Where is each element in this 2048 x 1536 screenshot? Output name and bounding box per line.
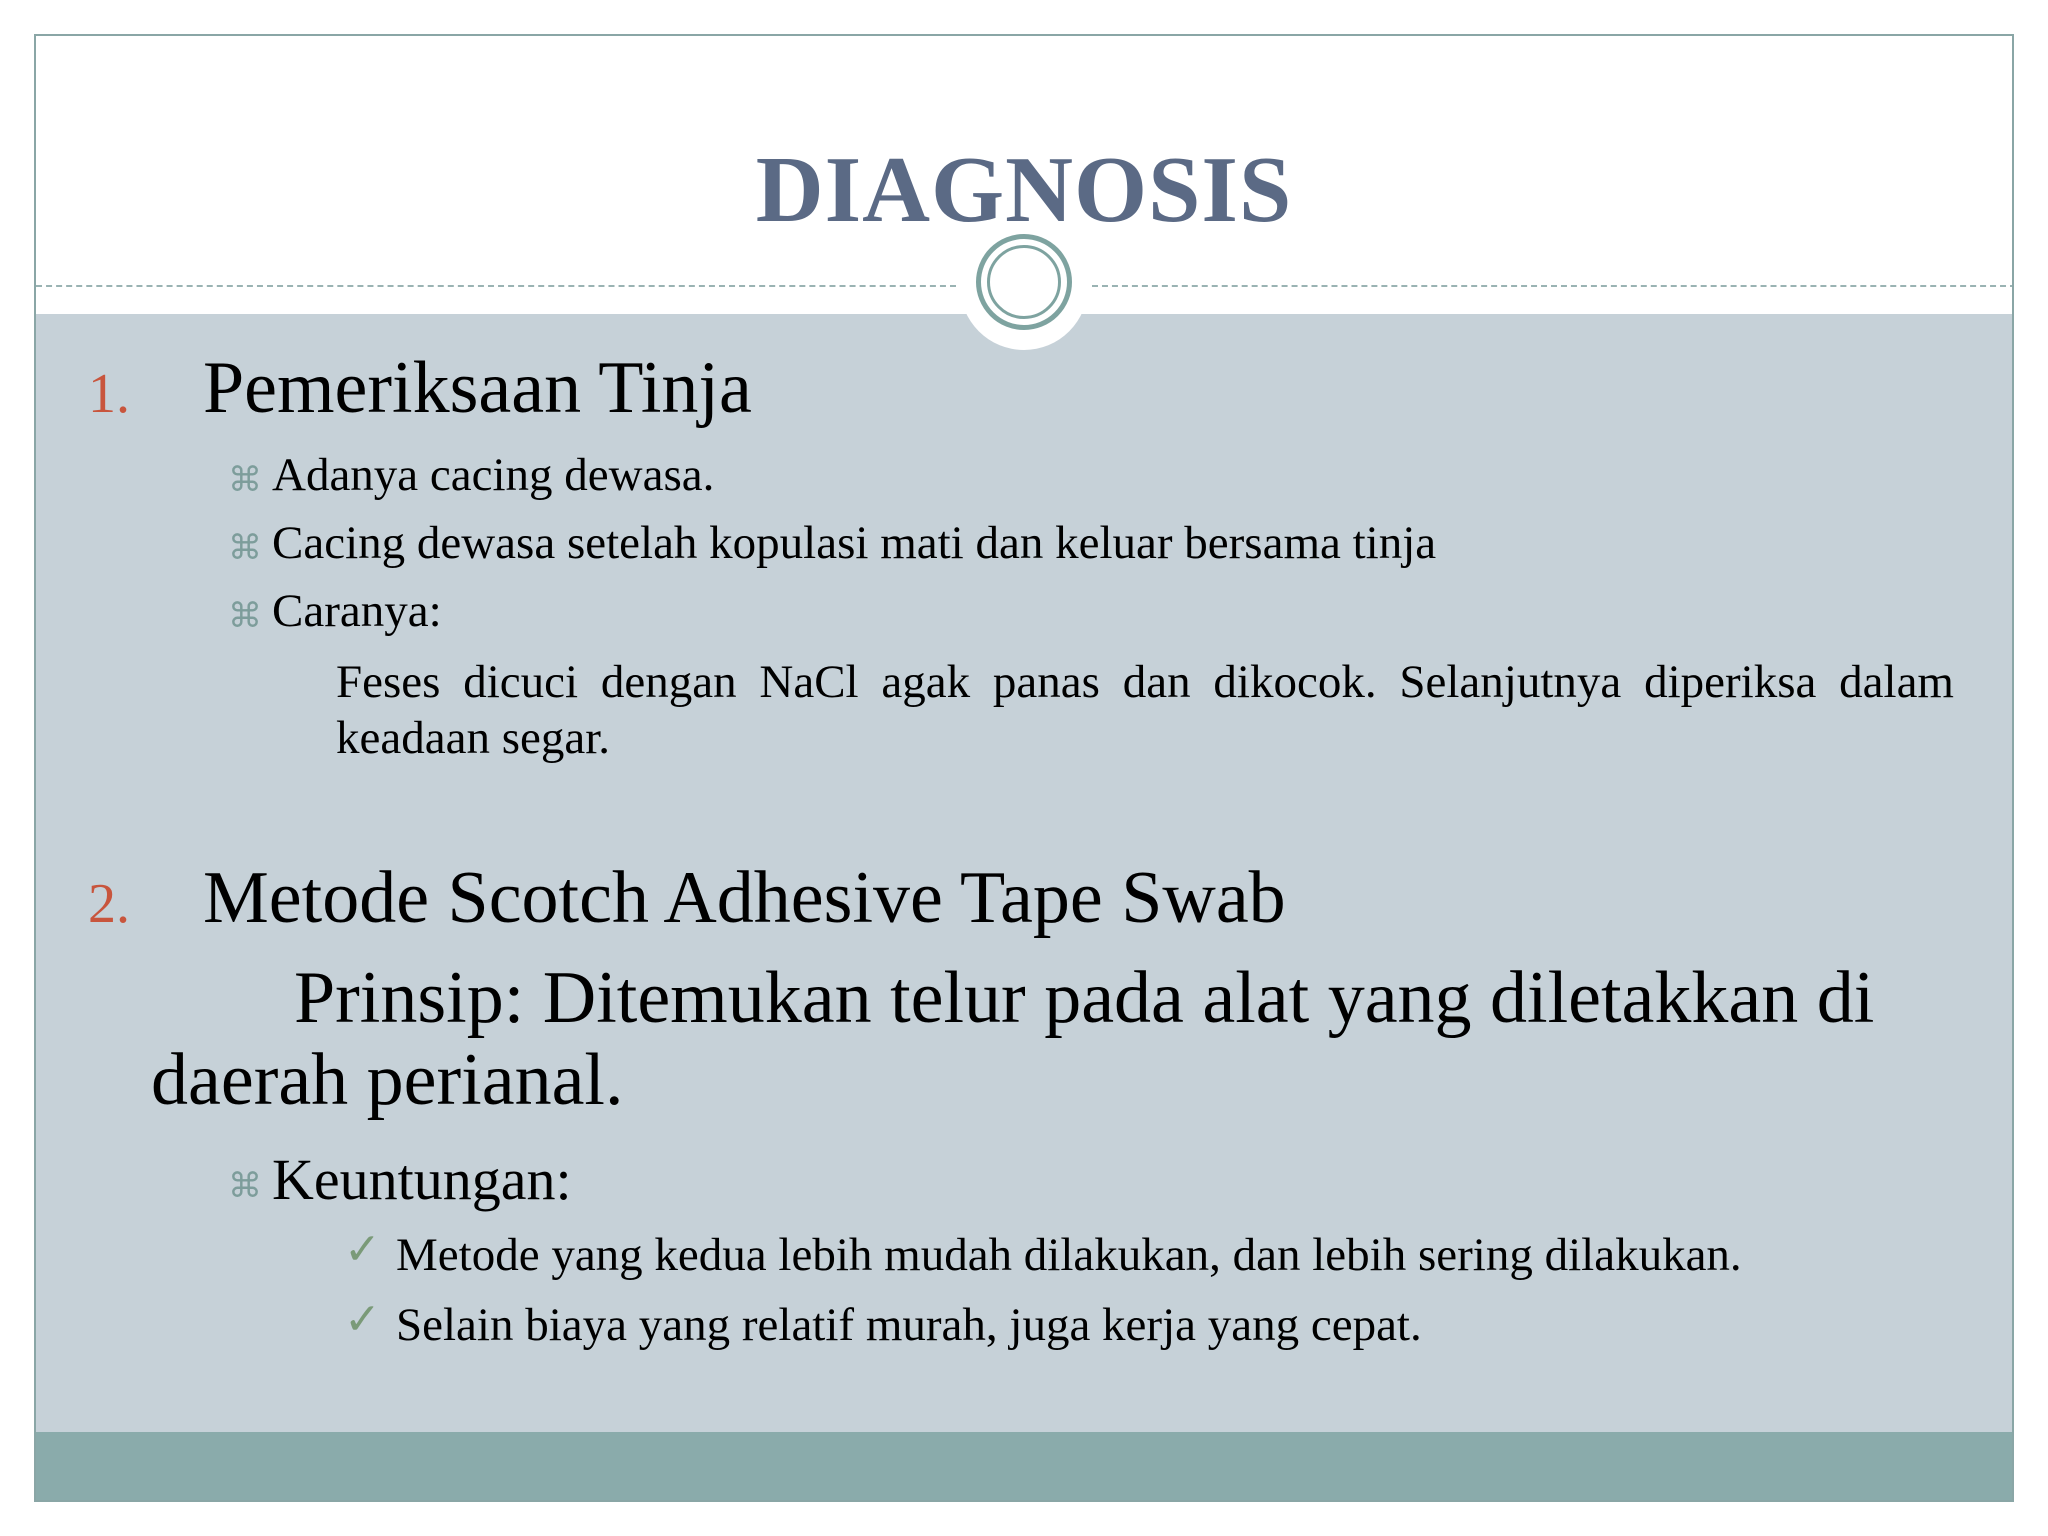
header-divider-right [1092,285,2014,287]
footer-bar [36,1432,2012,1502]
section-2-number: 2. [88,873,130,935]
section-1-method-text: Feses dicuci dengan NaCl agak panas dan dikocok. Selanjutnya diperiksa dalam keadaan segar. [336,656,1954,764]
checkmark-icon: ✓ [344,1225,381,1274]
bullet-icon: ⌘ [228,1168,262,1205]
section-2-principle-line-2: daerah perianal. [151,1039,624,1121]
section-1-bullet-1: Adanya cacing dewasa. [272,449,715,501]
section-2-heading: Metode Scotch Adhesive Tape Swab [203,857,1286,939]
circle-ornament-inner [987,245,1061,319]
bullet-icon: ⌘ [228,462,262,499]
slide [34,34,2014,1502]
section-2-advantages-label: Keuntungan: [272,1147,572,1212]
checkmark-icon: ✓ [344,1295,381,1344]
bullet-icon: ⌘ [228,530,262,567]
section-1-bullet-3: Caranya: [272,585,442,637]
section-1-bullet-2: Cacing dewasa setelah kopulasi mati dan keluar bersama tinja [272,517,1437,569]
section-2-advantage-2: Selain biaya yang relatif murah, juga kerja yang cepat. [396,1299,1422,1351]
bullet-icon: ⌘ [228,598,262,635]
section-2-principle-line-1: Prinsip: Ditemukan telur pada alat yang diletakkan di [294,957,1875,1039]
section-1-number: 1. [88,363,130,425]
header-divider-left [36,285,956,287]
page-title: DIAGNOSIS [755,138,1293,242]
section-2-advantage-1: Metode yang kedua lebih mudah dilakukan, dan lebih sering dilakukan. [396,1229,1742,1281]
section-1-heading: Pemeriksaan Tinja [203,347,752,429]
